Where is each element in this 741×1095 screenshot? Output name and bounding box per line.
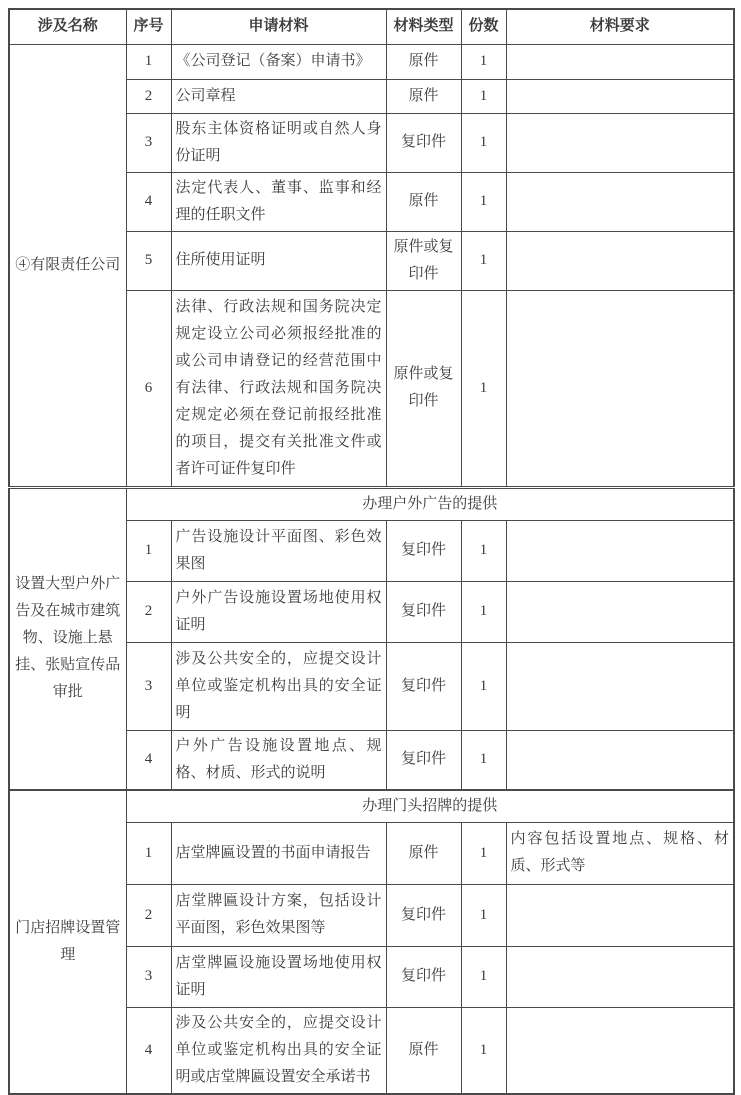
copies-cell: 1 (461, 44, 506, 79)
type-cell: 原件或复印件 (386, 231, 461, 290)
type-cell: 复印件 (386, 946, 461, 1007)
material-cell: 户外广告设施设置场地使用权证明 (171, 581, 386, 642)
row-no: 1 (126, 44, 171, 79)
copies-cell: 1 (461, 231, 506, 290)
row-no: 2 (126, 884, 171, 946)
material-cell: 店堂牌匾设计方案，包括设计平面图，彩色效果图等 (171, 884, 386, 946)
copies-cell: 1 (461, 520, 506, 581)
row-no: 4 (126, 172, 171, 231)
req-cell (506, 113, 734, 172)
type-cell: 原件 (386, 1007, 461, 1094)
req-cell (506, 79, 734, 113)
copies-cell: 1 (461, 113, 506, 172)
row-no: 6 (126, 290, 171, 487)
copies-cell: 1 (461, 642, 506, 730)
copies-cell: 1 (461, 730, 506, 790)
req-cell: 内容包括设置地点、规格、材质、形式等 (506, 822, 734, 884)
application-materials-table (8, 8, 735, 1095)
req-cell (506, 581, 734, 642)
req-cell (506, 946, 734, 1007)
req-cell (506, 520, 734, 581)
row-no: 3 (126, 642, 171, 730)
material-cell: 法律、行政法规和国务院决定规定设立公司必须报经批准的或公司申请登记的经营范围中有法律、行政法规和国务院决定规定必须在登记前报经批准的项目，提交有关批准文件或者许可证件复印件 (171, 290, 386, 487)
type-cell: 原件或复印件 (386, 290, 461, 487)
type-cell: 原件 (386, 172, 461, 231)
copies-cell: 1 (461, 172, 506, 231)
copies-cell: 1 (461, 946, 506, 1007)
material-cell: 法定代表人、董事、监事和经理的任职文件 (171, 172, 386, 231)
material-cell: 店堂牌匾设置的书面申请报告 (171, 822, 386, 884)
row-no: 3 (126, 946, 171, 1007)
col-header-type: 材料类型 (386, 9, 461, 44)
row-no: 2 (126, 79, 171, 113)
material-cell: 住所使用证明 (171, 231, 386, 290)
row-no: 1 (126, 822, 171, 884)
req-cell (506, 172, 734, 231)
material-cell: 《公司登记（备案）申请书》 (171, 44, 386, 79)
material-cell: 涉及公共安全的，应提交设计单位或鉴定机构出具的安全证明 (171, 642, 386, 730)
row-no: 1 (126, 520, 171, 581)
type-cell: 复印件 (386, 642, 461, 730)
group-cell-limited-company: ④有限责任公司 (9, 44, 126, 487)
copies-cell: 1 (461, 822, 506, 884)
col-header-material: 申请材料 (171, 9, 386, 44)
type-cell: 复印件 (386, 884, 461, 946)
section-subheader-row (9, 790, 734, 823)
section-subheader-row (9, 487, 734, 520)
table-row (9, 44, 734, 79)
col-header-no: 序号 (126, 9, 171, 44)
material-cell: 公司章程 (171, 79, 386, 113)
type-cell: 复印件 (386, 113, 461, 172)
type-cell: 原件 (386, 44, 461, 79)
group-cell-outdoor-ads: 设置大型户外广告及在城市建筑物、设施上悬挂、张贴宣传品审批 (9, 487, 126, 790)
row-no: 5 (126, 231, 171, 290)
type-cell: 复印件 (386, 581, 461, 642)
type-cell: 原件 (386, 822, 461, 884)
copies-cell: 1 (461, 581, 506, 642)
copies-cell: 1 (461, 290, 506, 487)
col-header-req: 材料要求 (506, 9, 734, 44)
material-cell: 股东主体资格证明或自然人身份证明 (171, 113, 386, 172)
req-cell (506, 1007, 734, 1094)
subheader-cell-outdoor-ads: 办理户外广告的提供 (126, 487, 734, 520)
req-cell (506, 642, 734, 730)
col-header-name: 涉及名称 (9, 9, 126, 44)
material-cell: 涉及公共安全的，应提交设计单位或鉴定机构出具的安全证明或店堂牌匾设置安全承诺书 (171, 1007, 386, 1094)
req-cell (506, 231, 734, 290)
type-cell: 复印件 (386, 520, 461, 581)
type-cell: 复印件 (386, 730, 461, 790)
subheader-cell-shop-signs: 办理门头招牌的提供 (126, 790, 734, 823)
copies-cell: 1 (461, 79, 506, 113)
row-no: 3 (126, 113, 171, 172)
col-header-copies: 份数 (461, 9, 506, 44)
row-no: 4 (126, 730, 171, 790)
group-cell-shop-signs: 门店招牌设置管理 (9, 790, 126, 1094)
copies-cell: 1 (461, 884, 506, 946)
row-no: 4 (126, 1007, 171, 1094)
material-cell: 广告设施设计平面图、彩色效果图 (171, 520, 386, 581)
table-header-row (9, 9, 734, 44)
req-cell (506, 290, 734, 487)
req-cell (506, 730, 734, 790)
row-no: 2 (126, 581, 171, 642)
copies-cell: 1 (461, 1007, 506, 1094)
req-cell (506, 884, 734, 946)
type-cell: 原件 (386, 79, 461, 113)
req-cell (506, 44, 734, 79)
material-cell: 店堂牌匾设施设置场地使用权证明 (171, 946, 386, 1007)
material-cell: 户外广告设施设置地点、规格、材质、形式的说明 (171, 730, 386, 790)
